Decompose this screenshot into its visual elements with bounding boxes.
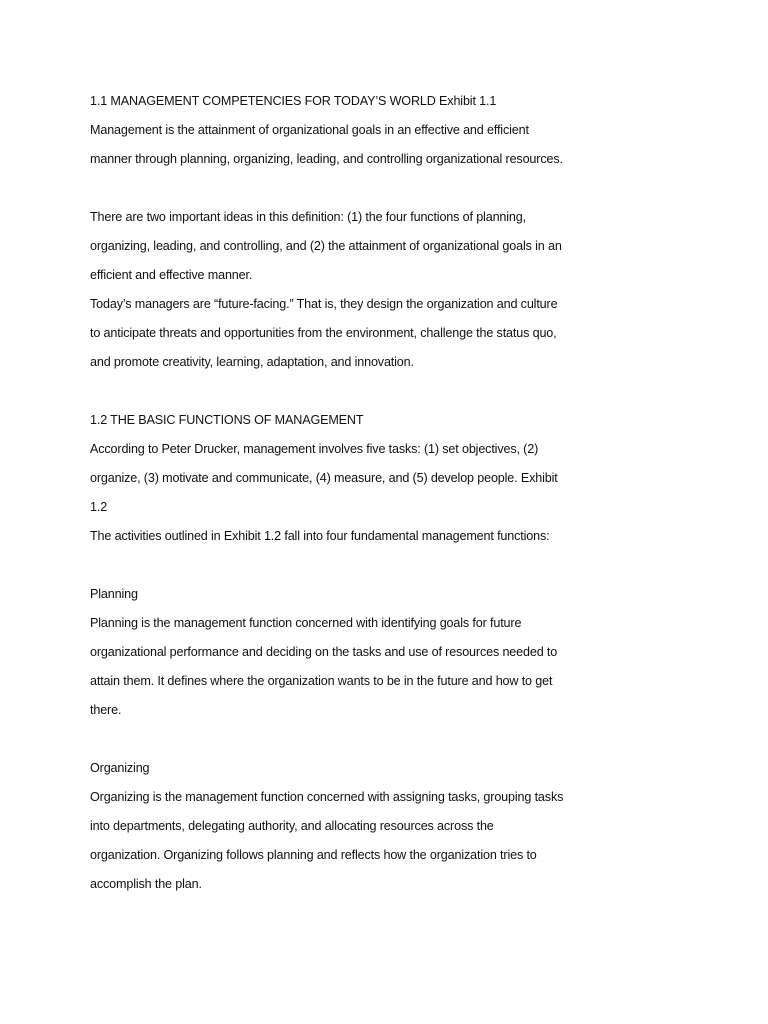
planning-line: organizational performance and deciding on the tasks and use of resources needed to: [90, 645, 558, 659]
future-line: Today’s managers are “future-facing.” That is, they design the organization and culture: [90, 297, 558, 311]
organizing-heading: Organizing: [90, 761, 150, 775]
organizing-line: accomplish the plan.: [90, 877, 202, 891]
planning-line: there.: [90, 703, 122, 717]
ideas-line: organizing, leading, and controlling, and (2) the attainment of organizational goals in an: [90, 239, 562, 253]
planning-line: Planning is the management function concerned with identifying goals for future: [90, 616, 522, 630]
section-1-1-heading: 1.1 MANAGEMENT COMPETENCIES FOR TODAY’S WORLD Exhibit 1.1: [90, 94, 497, 108]
organizing-line: organization. Organizing follows planning and reflects how the organization tries to: [90, 848, 537, 862]
ideas-line: There are two important ideas in this definition: (1) the four functions of planning,: [90, 210, 526, 224]
paragraph-gap: [90, 551, 590, 580]
paragraph-gap: [90, 377, 590, 406]
functions-intro: The activities outlined in Exhibit 1.2 fall into four fundamental management functions:: [90, 529, 550, 543]
drucker-line: 1.2: [90, 500, 108, 514]
future-line: and promote creativity, learning, adaptation, and innovation.: [90, 355, 414, 369]
paragraph-gap: [90, 725, 590, 754]
ideas-line: efficient and effective manner.: [90, 268, 253, 282]
definition-line: Management is the attainment of organizational goals in an effective and efficient: [90, 123, 529, 137]
paragraph-gap: [90, 174, 590, 203]
drucker-line: According to Peter Drucker, management involves five tasks: (1) set objectives, (2): [90, 442, 539, 456]
organizing-line: Organizing is the management function concerned with assigning tasks, grouping tasks: [90, 790, 564, 804]
organizing-line: into departments, delegating authority, and allocating resources across the: [90, 819, 494, 833]
document-body: [90, 87, 590, 899]
planning-line: attain them. It defines where the organization wants to be in the future and how to get: [90, 674, 553, 688]
section-1-2-heading: 1.2 THE BASIC FUNCTIONS OF MANAGEMENT: [90, 413, 364, 427]
drucker-line: organize, (3) motivate and communicate, (4) measure, and (5) develop people. Exhibit: [90, 471, 558, 485]
future-line: to anticipate threats and opportunities from the environment, challenge the status quo,: [90, 326, 557, 340]
planning-heading: Planning: [90, 587, 138, 601]
definition-line: manner through planning, organizing, leading, and controlling organizational resources.: [90, 152, 563, 166]
